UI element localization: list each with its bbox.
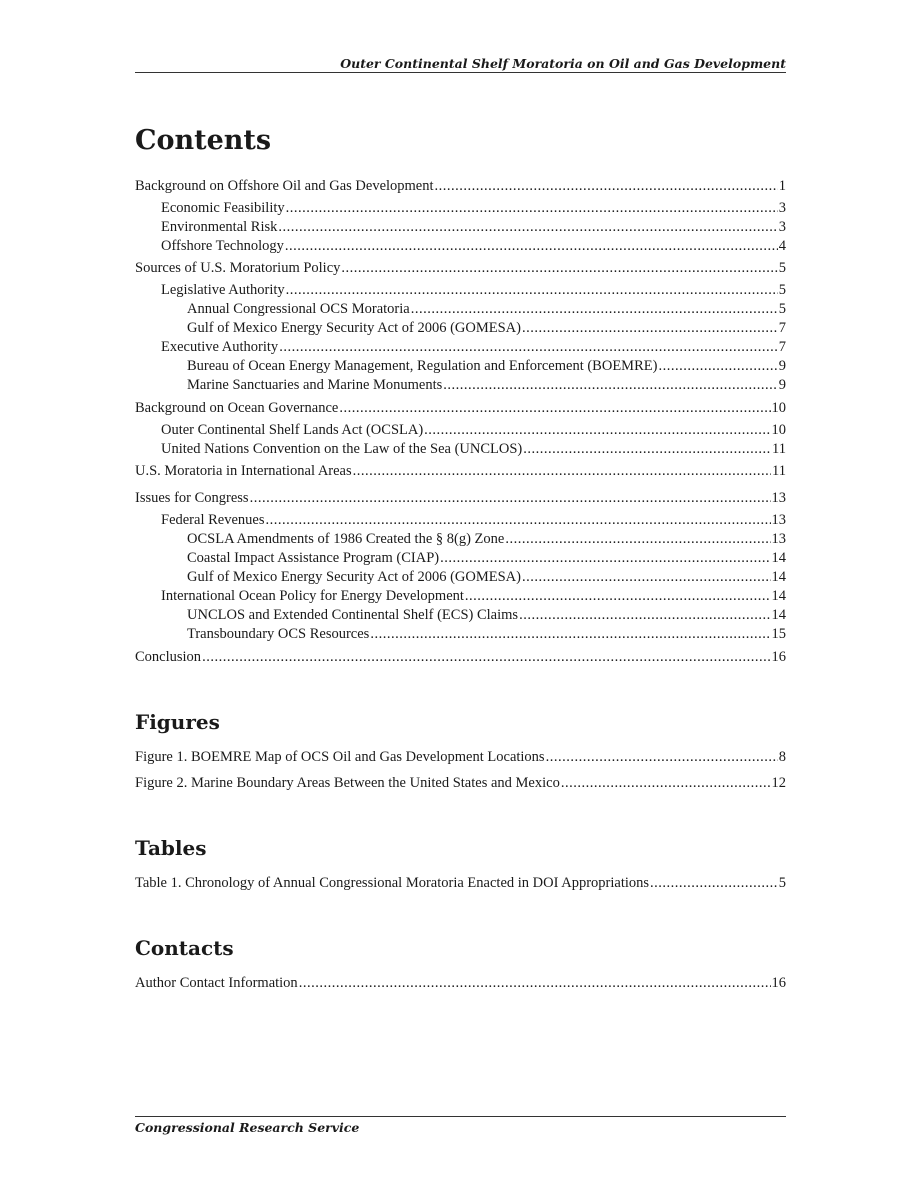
toc-entry-page: 5 xyxy=(778,282,786,298)
toc-entry-title: Annual Congressional OCS Moratoria xyxy=(187,301,410,317)
dot-leader xyxy=(658,357,777,376)
toc-entry-title: Background on Offshore Oil and Gas Development xyxy=(135,178,434,194)
dot-leader xyxy=(546,748,778,767)
dot-leader xyxy=(465,587,771,606)
figure-entry[interactable] xyxy=(135,774,786,793)
dot-leader xyxy=(202,648,770,667)
toc-entry-title: Transboundary OCS Resources xyxy=(187,626,370,642)
toc-entry-page: 7 xyxy=(778,320,786,336)
dot-leader xyxy=(522,319,778,338)
dot-leader xyxy=(286,281,778,300)
figure-entry[interactable] xyxy=(135,748,786,767)
toc-entry[interactable] xyxy=(187,549,786,568)
dot-leader xyxy=(523,440,771,459)
dot-leader xyxy=(286,199,778,218)
toc-entry-page: 14 xyxy=(771,550,786,566)
figure-entry-title: Figure 2. Marine Boundary Areas Between the United States and Mexico xyxy=(135,775,560,791)
toc-entry-page: 14 xyxy=(771,588,786,604)
contents-heading: Contents xyxy=(135,125,272,156)
dot-leader xyxy=(341,259,777,278)
dot-leader xyxy=(505,530,770,549)
toc-entry[interactable] xyxy=(161,587,786,606)
toc-entry[interactable] xyxy=(135,462,786,481)
toc-entry-page: 15 xyxy=(771,626,786,642)
contacts-heading: Contacts xyxy=(135,936,234,960)
toc-entry-title: Gulf of Mexico Energy Security Act of 2006 (GOMESA) xyxy=(187,569,521,585)
toc-entry[interactable] xyxy=(135,489,786,508)
toc-entry-title: Sources of U.S. Moratorium Policy xyxy=(135,260,341,276)
toc-entry-title: Issues for Congress xyxy=(135,490,249,506)
toc-entry-title: Conclusion xyxy=(135,649,202,665)
toc-entry[interactable] xyxy=(161,440,786,459)
figure-entry-title: Figure 1. BOEMRE Map of OCS Oil and Gas Development Locations xyxy=(135,749,545,765)
toc-entry-page: 5 xyxy=(778,301,786,317)
toc-entry[interactable] xyxy=(187,300,786,319)
toc-entry[interactable] xyxy=(187,606,786,625)
toc-entry-page: 13 xyxy=(771,490,786,506)
toc-entry-title: Executive Authority xyxy=(161,339,279,355)
table-entry-title: Table 1. Chronology of Annual Congressional Moratoria Enacted in DOI Appropriations xyxy=(135,875,650,891)
dot-leader xyxy=(370,625,770,644)
contact-entry-title: Author Contact Information xyxy=(135,975,298,991)
toc-entry-page: 13 xyxy=(771,531,786,547)
toc-entry-title: Legislative Authority xyxy=(161,282,285,298)
toc-entry-page: 5 xyxy=(778,260,786,276)
dot-leader xyxy=(278,218,777,237)
footer-rule xyxy=(135,1116,786,1117)
dot-leader xyxy=(561,774,771,793)
toc-entry-page: 9 xyxy=(778,358,786,374)
toc-entry[interactable] xyxy=(135,177,786,196)
toc-entry-page: 11 xyxy=(772,441,786,457)
dot-leader xyxy=(424,421,770,440)
tables-heading: Tables xyxy=(135,836,207,860)
dot-leader xyxy=(522,568,771,587)
toc-entry[interactable] xyxy=(187,376,786,395)
dot-leader xyxy=(265,511,770,530)
toc-entry-title: Background on Ocean Governance xyxy=(135,400,339,416)
table-entry-page: 5 xyxy=(778,875,786,891)
toc-entry-page: 14 xyxy=(771,569,786,585)
dot-leader xyxy=(353,462,771,481)
toc-entry-title: U.S. Moratoria in International Areas xyxy=(135,463,352,479)
dot-leader xyxy=(299,974,771,993)
toc-entry[interactable] xyxy=(135,648,786,667)
toc-entry[interactable] xyxy=(187,568,786,587)
toc-entry-title: Offshore Technology xyxy=(161,238,284,254)
toc-entry[interactable] xyxy=(161,199,786,218)
toc-entry-title: Environmental Risk xyxy=(161,219,278,235)
toc-entry-title: UNCLOS and Extended Continental Shelf (ECS) Claims xyxy=(187,607,519,623)
toc-entry[interactable] xyxy=(187,530,786,549)
figure-entry-page: 8 xyxy=(778,749,786,765)
toc-entry-title: Coastal Impact Assistance Program (CIAP) xyxy=(187,550,440,566)
running-header: Outer Continental Shelf Moratoria on Oil and Gas Development xyxy=(340,56,786,71)
dot-leader xyxy=(411,300,778,319)
dot-leader xyxy=(440,549,770,568)
figure-entry-page: 12 xyxy=(771,775,786,791)
dot-leader xyxy=(285,237,778,256)
toc-entry-title: United Nations Convention on the Law of the Sea (UNCLOS) xyxy=(161,441,523,457)
toc-entry[interactable] xyxy=(135,259,786,278)
toc-entry-title: OCSLA Amendments of 1986 Created the § 8(g) Zone xyxy=(187,531,505,547)
toc-entry[interactable] xyxy=(187,319,786,338)
toc-entry[interactable] xyxy=(135,399,786,418)
toc-entry-page: 14 xyxy=(771,607,786,623)
toc-entry-page: 4 xyxy=(778,238,786,254)
toc-entry-page: 10 xyxy=(771,422,786,438)
toc-entry-title: Gulf of Mexico Energy Security Act of 2006 (GOMESA) xyxy=(187,320,521,336)
running-footer: Congressional Research Service xyxy=(135,1120,360,1135)
toc-entry[interactable] xyxy=(187,625,786,644)
toc-entry-title: International Ocean Policy for Energy Development xyxy=(161,588,464,604)
contact-entry[interactable] xyxy=(135,974,786,993)
dot-leader xyxy=(519,606,770,625)
toc-entry[interactable] xyxy=(161,421,786,440)
toc-entry-title: Federal Revenues xyxy=(161,512,265,528)
table-entry[interactable] xyxy=(135,874,786,893)
toc-entry[interactable] xyxy=(161,218,786,237)
toc-entry-page: 9 xyxy=(778,377,786,393)
figures-heading: Figures xyxy=(135,710,220,734)
toc-entry[interactable] xyxy=(161,237,786,256)
header-rule xyxy=(135,72,786,73)
toc-entry-page: 13 xyxy=(771,512,786,528)
toc-entry-page: 7 xyxy=(778,339,786,355)
toc-entry-title: Bureau of Ocean Energy Management, Regulation and Enforcement (BOEMRE) xyxy=(187,358,658,374)
toc-entry[interactable] xyxy=(161,281,786,300)
toc-entry[interactable] xyxy=(187,357,786,376)
toc-entry-page: 16 xyxy=(771,649,786,665)
toc-entry-page: 1 xyxy=(778,178,786,194)
dot-leader xyxy=(650,874,778,893)
toc-entry[interactable] xyxy=(161,511,786,530)
toc-entry-title: Marine Sanctuaries and Marine Monuments xyxy=(187,377,443,393)
dot-leader xyxy=(339,399,770,418)
toc-entry-title: Economic Feasibility xyxy=(161,200,285,216)
toc-entry-page: 10 xyxy=(771,400,786,416)
toc-entry[interactable] xyxy=(161,338,786,357)
dot-leader xyxy=(279,338,778,357)
toc-entry-page: 3 xyxy=(778,200,786,216)
toc-entry-page: 11 xyxy=(772,463,786,479)
dot-leader xyxy=(250,489,771,508)
toc-entry-page: 3 xyxy=(778,219,786,235)
dot-leader xyxy=(443,376,777,395)
toc-entry-title: Outer Continental Shelf Lands Act (OCSLA) xyxy=(161,422,424,438)
dot-leader xyxy=(435,177,778,196)
contact-entry-page: 16 xyxy=(771,975,786,991)
